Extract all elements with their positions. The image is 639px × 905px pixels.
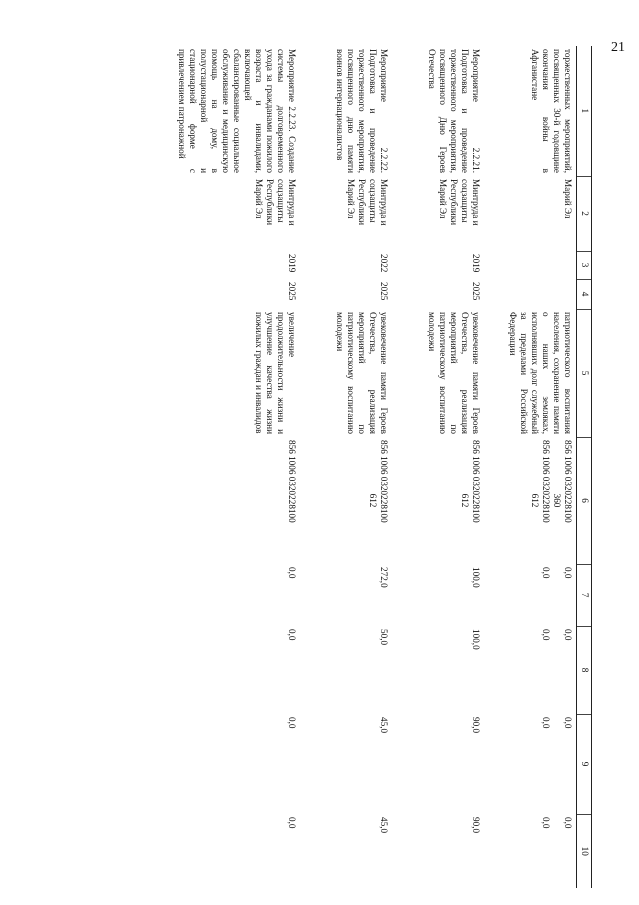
- amount-cell: 0,0: [287, 817, 297, 829]
- amount-cell: 100,0: [471, 567, 481, 588]
- header-cell: 2: [577, 176, 592, 251]
- event-name-cell: торжественных мероприятий, посвященных 30-й годовщине окончания войны в Афганистане: [529, 49, 573, 173]
- executor-cell: Минтруда и соцзащиты Республики Марий Эл: [253, 179, 297, 226]
- end-year-cell: 2025: [287, 282, 297, 301]
- budget-code-suffix: 612: [459, 493, 470, 508]
- start-year-cell: 2019: [287, 254, 297, 273]
- page-number: 21: [611, 40, 625, 55]
- event-name-cell: Мероприятие 2.2.23. Создание системы долговременного ухода за гражданами пожилого возраста и инвалидами, включающей сбалансированные социальное обслуживание и медицинскую помощь на дому, в полустационарной и стационарной форме с привлечением патронажной: [176, 49, 297, 173]
- amount-cell: 0,0: [287, 629, 297, 641]
- budget-code: 856 1006 0320228100: [540, 440, 551, 523]
- budget-code-suffix: 612: [529, 493, 540, 508]
- budget-code-cell: [484, 437, 577, 564]
- amount-cell: [484, 626, 577, 714]
- header-cell: 8: [577, 626, 592, 714]
- header-cell: 6: [577, 437, 592, 564]
- amount-value: 0,0: [563, 629, 573, 641]
- amount-value: 0,0: [540, 567, 551, 579]
- amount-cell: 100,0: [471, 629, 481, 650]
- header-cell: 10: [577, 814, 592, 888]
- expected-result-cell: увековечение памяти Героев Отечества, реализация мероприятий по патриотическому воспитанию молодежи: [334, 312, 389, 434]
- header-row: [577, 46, 592, 888]
- executor-cell: Минтруда и соцзащиты Республики Марий Эл: [437, 179, 481, 226]
- budget-code: 856 1006 0320228100: [471, 440, 481, 523]
- header-cell: 3: [577, 251, 592, 279]
- amount-cell: [484, 564, 577, 626]
- event-name-cell: Мероприятие 2.2.21. Подготовка и проведение торжественного мероприятия, посвященного Дню Героев Отечества: [426, 49, 481, 173]
- amount-cell: 90,0: [471, 817, 481, 834]
- amount-value: 0,0: [540, 717, 551, 729]
- header-cell: 5: [577, 309, 592, 437]
- executor-cell: Марий Эл: [563, 179, 573, 219]
- event-name-cell: Мероприятие 2.2.22. Подготовка и проведение торжественного мероприятия, посвященного дню памяти воинов интернационалистов: [334, 49, 389, 173]
- amount-cell: 0,0: [287, 717, 297, 729]
- table-row: [300, 46, 392, 888]
- start-year-cell: 2022: [379, 254, 389, 273]
- header-cell: 7: [577, 564, 592, 626]
- expected-result-cell: увековечение памяти Героев Отечества, реализация мероприятий по патриотическому воспитанию молодежи: [426, 312, 481, 434]
- amount-cell: 45,0: [379, 817, 389, 834]
- amount-cell: 0,0: [287, 567, 297, 579]
- start-year-cell: 2019: [471, 254, 481, 273]
- budget-code-suffix: 612: [367, 493, 378, 508]
- amount-cell: 50,0: [379, 629, 389, 646]
- header-cell: 4: [577, 279, 592, 309]
- executor-cell: Минтруда и соцзащиты Республики Марий Эл: [345, 179, 389, 226]
- end-year-cell: 2025: [379, 282, 389, 301]
- budget-code-cell: [392, 437, 484, 564]
- table-row: [392, 46, 484, 888]
- amount-cell: 90,0: [471, 717, 481, 734]
- expected-result-cell: патриотического воспитания населения, сохранение памяти о наших земляках, исполнявших долг служебный за пределами Российской Федерации: [507, 312, 573, 434]
- budget-code-suffix: 360: [551, 493, 562, 508]
- end-year-cell: 2025: [471, 282, 481, 301]
- table-row: [484, 46, 577, 888]
- budget-code: 856 1006 0320228100: [563, 440, 573, 523]
- budget-code: 856 1006 0320228100: [287, 440, 297, 523]
- budget-code-cell: [175, 437, 300, 564]
- amount-cell: 272,0: [379, 567, 389, 588]
- amount-cell: 45,0: [379, 717, 389, 734]
- program-table: [175, 46, 592, 888]
- expected-result-cell: увеличение продолжительности жизни и улучшение качества жизни пожилых граждан и инвалидов: [253, 312, 297, 434]
- table-row: [175, 46, 300, 888]
- header-cell: 9: [577, 714, 592, 814]
- amount-cell: [484, 714, 577, 814]
- amount-value: 0,0: [540, 817, 551, 829]
- amount-value: 0,0: [563, 567, 573, 579]
- rotated-table-container: [111, 46, 592, 888]
- amount-value: 0,0: [563, 817, 573, 829]
- amount-value: 0,0: [540, 629, 551, 641]
- budget-code: 856 1006 0320228100: [379, 440, 389, 523]
- start-year-cell: [484, 251, 577, 279]
- amount-cell: [484, 814, 577, 888]
- budget-code-cell: [300, 437, 392, 564]
- header-cell: 1: [577, 46, 592, 176]
- end-year-cell: [484, 279, 577, 309]
- amount-value: 0,0: [563, 717, 573, 729]
